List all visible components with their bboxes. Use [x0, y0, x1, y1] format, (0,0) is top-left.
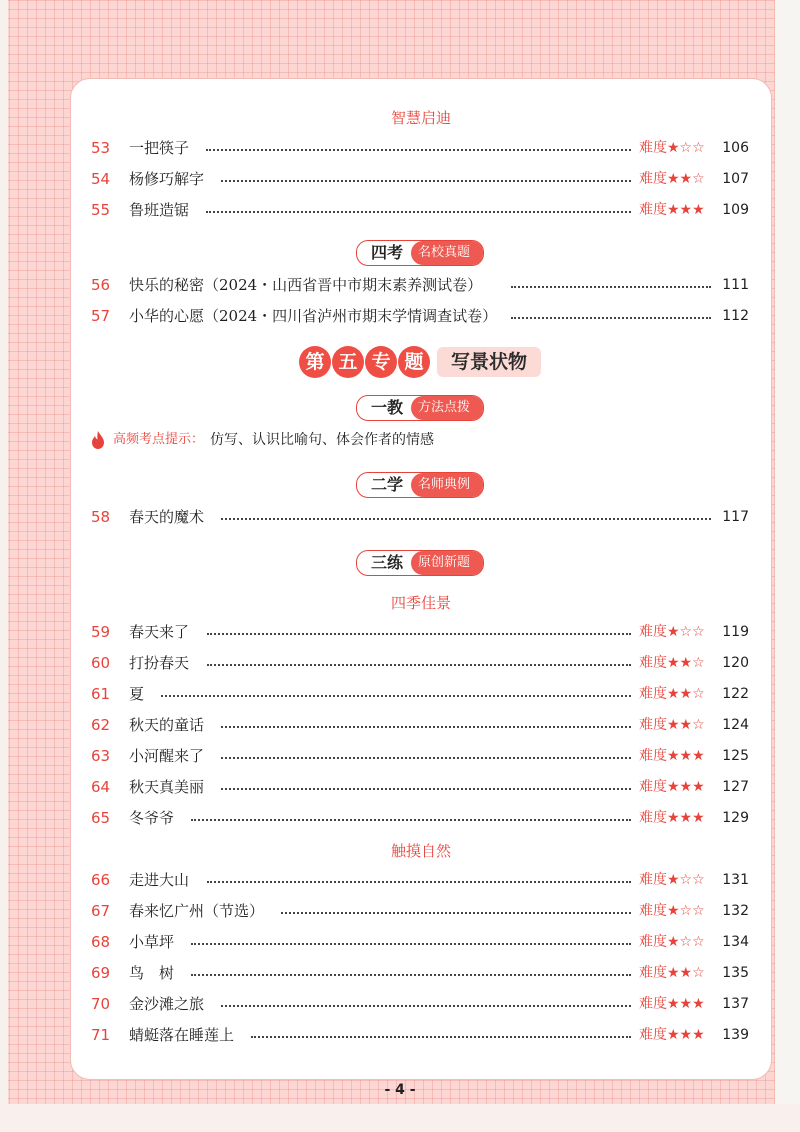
difficulty-stars: ★★★: [667, 748, 705, 764]
difficulty-rating: 难度★☆☆: [639, 624, 705, 640]
difficulty-stars: ★★☆: [667, 717, 705, 733]
topic-name: 写景状物: [437, 347, 541, 377]
toc-entry[interactable]: [71, 992, 771, 1016]
dot-leader: [191, 819, 631, 821]
difficulty-rating: 难度★★★: [639, 810, 705, 826]
category-heading-chumo: 触摸自然: [390, 842, 451, 860]
hint-text: 仿写、认识比喻句、体会作者的情感: [210, 432, 435, 448]
dot-leader: [191, 943, 631, 945]
page-right-edge: [775, 0, 800, 1132]
entry-number: 70: [91, 995, 111, 1013]
entry-number: 55: [91, 201, 111, 219]
toc-entry[interactable]: [71, 1023, 771, 1047]
toc-entry[interactable]: [71, 167, 771, 191]
entry-page: 107: [722, 171, 749, 187]
toc-entry[interactable]: [71, 198, 771, 222]
toc-entry[interactable]: [71, 961, 771, 985]
hint-line: [91, 428, 434, 452]
difficulty-rating: 难度★★★: [639, 748, 705, 764]
entry-page: 135: [722, 965, 749, 981]
difficulty-rating: 难度★★★: [639, 1027, 705, 1043]
difficulty-stars: ★★☆: [667, 171, 705, 187]
toc-entry[interactable]: [71, 273, 771, 297]
toc-entry[interactable]: [71, 620, 771, 644]
category-heading-siji: 四季佳景: [390, 594, 451, 612]
entry-page: 139: [722, 1027, 749, 1043]
entry-number: 53: [91, 139, 111, 157]
dot-leader: [221, 788, 631, 790]
entry-title: 冬爷爷: [129, 809, 175, 827]
entry-number: 54: [91, 170, 111, 188]
entry-page: 117: [722, 509, 749, 525]
dot-leader: [161, 695, 631, 697]
dot-leader: [221, 180, 631, 182]
entry-page: 137: [722, 996, 749, 1012]
entry-page: 125: [722, 748, 749, 764]
entry-page: 132: [722, 903, 749, 919]
entry-title: 鲁班造锯: [129, 201, 190, 219]
toc-entry[interactable]: [71, 868, 771, 892]
entry-title: 金沙滩之旅: [129, 995, 205, 1013]
pill-prefix: 一教: [371, 398, 404, 417]
entry-number: 68: [91, 933, 111, 951]
toc-card: [70, 78, 772, 1080]
entry-title: 秋天真美丽: [129, 778, 205, 796]
difficulty-stars: ★★☆: [667, 655, 705, 671]
entry-title: 小河醒来了: [129, 747, 205, 765]
difficulty-stars: ★★☆: [667, 686, 705, 702]
difficulty-stars: ★☆☆: [667, 903, 705, 919]
page-number: - 4 -: [384, 1082, 416, 1098]
entry-title: 小华的心愿（2024・四川省泸州市期末学情调查试卷）: [129, 307, 498, 325]
entry-number: 61: [91, 685, 111, 703]
entry-number: 71: [91, 1026, 111, 1044]
topic-char: 第: [299, 346, 331, 378]
difficulty-rating: 难度★★☆: [639, 686, 705, 702]
dot-leader: [207, 881, 631, 883]
entry-number: 66: [91, 871, 111, 889]
dot-leader: [511, 286, 711, 288]
difficulty-stars: ★☆☆: [667, 934, 705, 950]
entry-title: 快乐的秘密（2024・山西省晋中市期末素养测试卷）: [129, 276, 483, 294]
entry-page: 129: [722, 810, 749, 826]
difficulty-rating: 难度★★☆: [639, 655, 705, 671]
topic-banner: [299, 344, 545, 380]
entry-number: 69: [91, 964, 111, 982]
entry-page: 106: [722, 140, 749, 156]
page-bottom-edge: [0, 1104, 800, 1132]
entry-title: 打扮春天: [129, 654, 190, 672]
entry-page: 119: [722, 624, 749, 640]
dot-leader: [221, 1005, 631, 1007]
difficulty-rating: 难度★★☆: [639, 717, 705, 733]
toc-entry[interactable]: [71, 682, 771, 706]
hint-label: 高频考点提示：: [113, 432, 205, 447]
topic-char: 题: [398, 346, 430, 378]
entry-number: 59: [91, 623, 111, 641]
entry-title: 春天的魔术: [129, 508, 205, 526]
toc-entry[interactable]: [71, 505, 771, 529]
dot-leader: [206, 211, 631, 213]
entry-page: 111: [722, 277, 749, 293]
flame-icon: [91, 431, 105, 449]
entry-title: 春来忆广州（节选）: [129, 902, 265, 920]
entry-title: 杨修巧解字: [129, 170, 205, 188]
difficulty-rating: 难度★☆☆: [639, 903, 705, 919]
difficulty-stars: ★☆☆: [667, 624, 705, 640]
difficulty-rating: 难度★★★: [639, 202, 705, 218]
difficulty-rating: 难度★★★: [639, 779, 705, 795]
entry-number: 65: [91, 809, 111, 827]
difficulty-stars: ★☆☆: [667, 872, 705, 888]
entry-title: 一把筷子: [129, 139, 190, 157]
entry-page: 131: [722, 872, 749, 888]
difficulty-stars: ★★☆: [667, 965, 705, 981]
difficulty-stars: ★★★: [667, 996, 705, 1012]
section-pill-yijiao: [356, 395, 484, 421]
entry-title: 鸟 树: [129, 964, 175, 982]
toc-entry[interactable]: [71, 775, 771, 799]
difficulty-rating: 难度★★★: [639, 996, 705, 1012]
entry-number: 56: [91, 276, 111, 294]
dot-leader: [221, 518, 711, 520]
toc-entry[interactable]: [71, 930, 771, 954]
dot-leader: [281, 912, 631, 914]
toc-entry[interactable]: [71, 806, 771, 830]
toc-entry[interactable]: [71, 651, 771, 675]
difficulty-rating: 难度★☆☆: [639, 872, 705, 888]
entry-title: 蜻蜓落在睡莲上: [129, 1026, 235, 1044]
toc-entry[interactable]: [71, 899, 771, 923]
section-pill-sanlian: [356, 550, 484, 576]
pill-prefix: 二学: [371, 475, 404, 494]
entry-page: 122: [722, 686, 749, 702]
toc-entry[interactable]: [71, 713, 771, 737]
dot-leader: [221, 726, 631, 728]
difficulty-stars: ★☆☆: [667, 140, 705, 156]
entry-page: 124: [722, 717, 749, 733]
pill-label: 原创新题: [411, 551, 483, 575]
section-pill-sikao: [356, 240, 484, 266]
entry-title: 小草坪: [129, 933, 175, 951]
entry-title: 秋天的童话: [129, 716, 205, 734]
entry-title: 春天来了: [129, 623, 190, 641]
difficulty-rating: 难度★☆☆: [639, 140, 705, 156]
difficulty-stars: ★★★: [667, 1027, 705, 1043]
difficulty-stars: ★★★: [667, 779, 705, 795]
entry-number: 62: [91, 716, 111, 734]
entry-page: 134: [722, 934, 749, 950]
topic-char: 专: [365, 346, 397, 378]
pill-label: 名师典例: [411, 473, 483, 497]
dot-leader: [191, 974, 631, 976]
entry-number: 57: [91, 307, 111, 325]
toc-entry[interactable]: [71, 304, 771, 328]
pill-label: 方法点拨: [411, 396, 483, 420]
entry-number: 60: [91, 654, 111, 672]
topic-char: 五: [332, 346, 364, 378]
dot-leader: [251, 1036, 631, 1038]
toc-entry[interactable]: [71, 744, 771, 768]
entry-title: 走进大山: [129, 871, 190, 889]
page-left-edge: [0, 0, 8, 1132]
entry-page: 120: [722, 655, 749, 671]
entry-page: 127: [722, 779, 749, 795]
dot-leader: [207, 664, 631, 666]
dot-leader: [206, 149, 631, 151]
pill-prefix: 三练: [371, 553, 404, 572]
pill-prefix: 四考: [371, 243, 404, 262]
difficulty-stars: ★★★: [667, 202, 705, 218]
entry-number: 64: [91, 778, 111, 796]
entry-title: 夏: [129, 685, 145, 703]
section-pill-erxue: [356, 472, 484, 498]
entry-number: 63: [91, 747, 111, 765]
entry-number: 58: [91, 508, 111, 526]
toc-entry[interactable]: [71, 136, 771, 160]
category-heading-zhihui: 智慧启迪: [390, 109, 451, 127]
pill-label: 名校真题: [411, 241, 483, 265]
entry-number: 67: [91, 902, 111, 920]
difficulty-stars: ★★★: [667, 810, 705, 826]
entry-page: 112: [722, 308, 749, 324]
difficulty-rating: 难度★★☆: [639, 965, 705, 981]
dot-leader: [207, 633, 631, 635]
difficulty-rating: 难度★★☆: [639, 171, 705, 187]
dot-leader: [221, 757, 631, 759]
dot-leader: [511, 317, 711, 319]
entry-page: 109: [722, 202, 749, 218]
difficulty-rating: 难度★☆☆: [639, 934, 705, 950]
